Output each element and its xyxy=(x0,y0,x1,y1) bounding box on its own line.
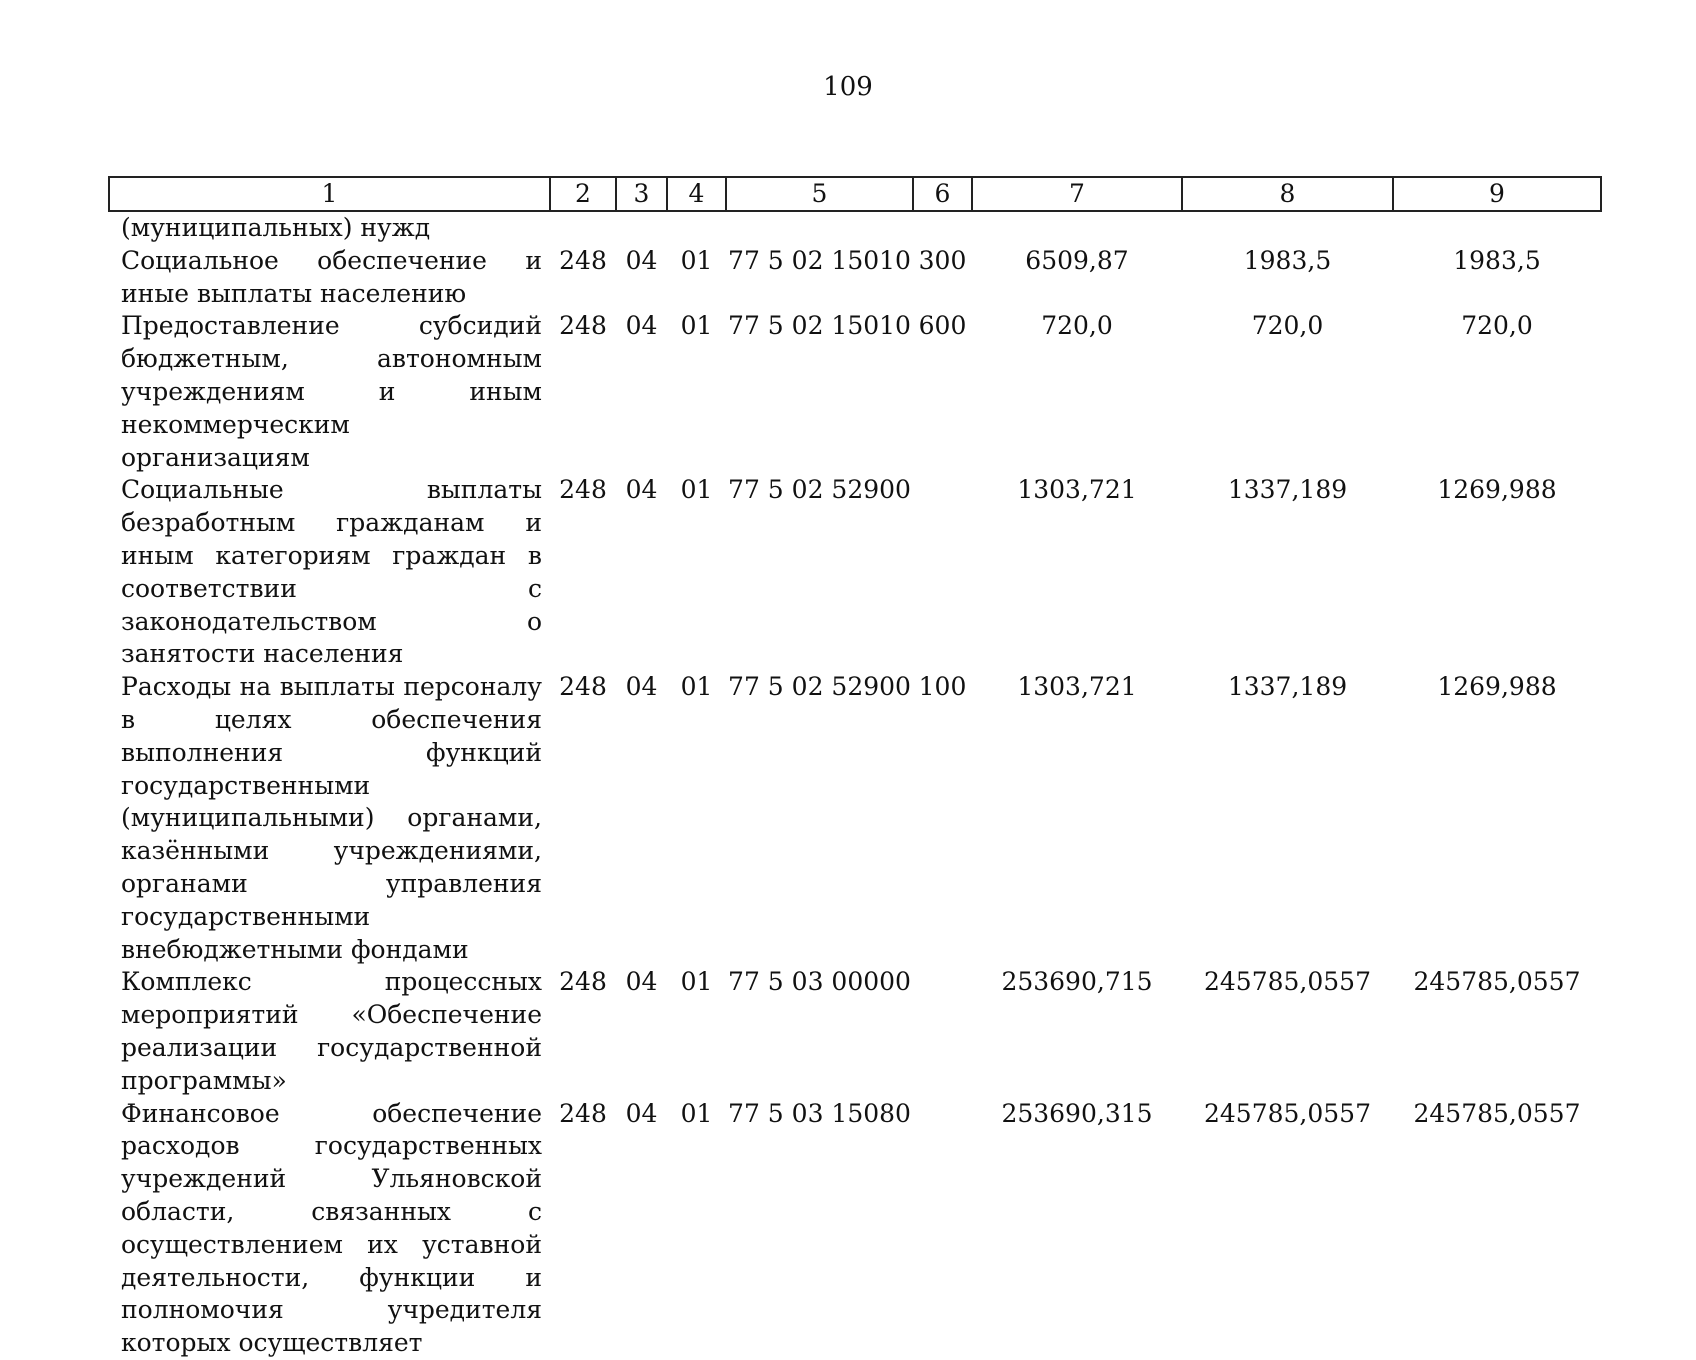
cell-section: 04 xyxy=(625,475,658,505)
cell-amount-8: 720,0 xyxy=(1251,311,1324,341)
cell-amount-7: 6509,87 xyxy=(1025,245,1129,275)
column-header-2: 2 xyxy=(550,177,616,211)
cell-section: 04 xyxy=(625,1098,658,1128)
cell-admin-code: 248 xyxy=(559,475,607,505)
cell-admin-code xyxy=(550,211,616,245)
cell-subsection: 01 xyxy=(680,311,713,341)
cell-amount-8: 1337,189 xyxy=(1227,475,1348,505)
table-row xyxy=(109,211,1601,245)
cell-amount-8: 245785,0557 xyxy=(1203,967,1371,997)
column-header-5: 5 xyxy=(726,177,913,211)
cell-admin-code: 248 xyxy=(559,1098,607,1128)
column-header-4: 4 xyxy=(667,177,726,211)
table-row xyxy=(109,966,1601,1097)
column-header-9: 9 xyxy=(1393,177,1601,211)
column-header-7: 7 xyxy=(972,177,1182,211)
cell-admin-code: 248 xyxy=(559,311,607,341)
cell-section: 04 xyxy=(625,967,658,997)
cell-amount-9: 1983,5 xyxy=(1453,245,1541,275)
cell-amount-9: 1269,988 xyxy=(1437,475,1557,505)
cell-admin-code: 248 xyxy=(559,672,607,702)
cell-amount-7: 253690,315 xyxy=(1001,1098,1153,1128)
row-name: Социальное обеспечение и иные выплаты населению xyxy=(121,245,542,308)
column-header-8: 8 xyxy=(1182,177,1393,211)
cell-amount-8: 1337,189 xyxy=(1227,672,1348,702)
cell-amount-7 xyxy=(972,211,1182,245)
table-header xyxy=(109,177,1601,211)
cell-admin-code: 248 xyxy=(559,245,607,275)
cell-amount-7: 253690,715 xyxy=(1001,967,1153,997)
cell-amount-9 xyxy=(1393,211,1601,245)
cell-section xyxy=(616,211,667,245)
column-header-6: 6 xyxy=(913,177,972,211)
cell-subsection: 01 xyxy=(680,475,713,505)
cell-target-article: 77 5 02 52900 xyxy=(728,475,911,505)
page-number: 109 xyxy=(823,72,873,102)
cell-amount-8 xyxy=(1182,211,1393,245)
cell-amount-8: 1983,5 xyxy=(1243,245,1332,275)
table-row xyxy=(109,474,1601,671)
cell-target-article: 77 5 02 15010 xyxy=(728,245,911,275)
cell-subsection: 01 xyxy=(680,967,713,997)
row-name: Предоставление субсидий бюджетным, автономным учреждениям и иным некоммерческим организациям xyxy=(121,311,542,472)
cell-amount-9: 245785,0557 xyxy=(1413,967,1581,997)
cell-expense-type: 300 xyxy=(918,245,967,275)
cell-expense-type xyxy=(913,1098,972,1360)
cell-section: 04 xyxy=(625,672,658,702)
table-row xyxy=(109,1098,1601,1360)
cell-amount-8: 245785,0557 xyxy=(1203,1098,1371,1128)
budget-table xyxy=(108,176,1602,1360)
cell-target-article: 77 5 02 15010 xyxy=(728,311,911,341)
cell-admin-code: 248 xyxy=(559,967,607,997)
cell-subsection xyxy=(667,211,726,245)
table-row xyxy=(109,671,1601,966)
cell-expense-type: 100 xyxy=(918,672,967,702)
table-body xyxy=(109,211,1601,1360)
cell-expense-type: 600 xyxy=(918,311,967,341)
cell-subsection: 01 xyxy=(680,245,713,275)
header-row xyxy=(109,177,1601,211)
cell-section: 04 xyxy=(625,311,658,341)
cell-target-article: 77 5 03 15080 xyxy=(728,1098,911,1128)
cell-expense-type xyxy=(913,211,972,245)
cell-expense-type xyxy=(913,966,972,1097)
column-header-1: 1 xyxy=(109,177,550,211)
cell-target-article xyxy=(726,211,913,245)
cell-amount-9: 720,0 xyxy=(1461,311,1533,341)
cell-target-article: 77 5 02 52900 xyxy=(728,672,911,702)
cell-amount-7: 720,0 xyxy=(1041,311,1113,341)
cell-expense-type xyxy=(913,474,972,671)
cell-target-article: 77 5 03 00000 xyxy=(728,967,911,997)
column-header-3: 3 xyxy=(616,177,667,211)
row-name: Финансовое обеспечение расходов государственных учреждений Ульяновской области, связанных с осуществлением их уставной деятельности, функции и полномочия учредителя которых осуществляет xyxy=(121,1098,542,1358)
cell-amount-9: 1269,988 xyxy=(1437,672,1557,702)
row-name: (муниципальных) нужд xyxy=(121,213,431,242)
table-row xyxy=(109,310,1601,474)
cell-amount-7: 1303,721 xyxy=(1017,475,1137,505)
cell-subsection: 01 xyxy=(680,1098,713,1128)
row-name: Социальные выплаты безработным гражданам и иным категориям граждан в соответствии с законодательством о занятости населения xyxy=(121,475,542,669)
table-row xyxy=(109,245,1601,311)
cell-amount-7: 1303,721 xyxy=(1017,672,1137,702)
cell-subsection: 01 xyxy=(680,672,713,702)
cell-section: 04 xyxy=(625,245,658,275)
cell-amount-9: 245785,0557 xyxy=(1413,1098,1581,1128)
row-name: Комплекс процессных мероприятий «Обеспечение реализации государственной программы» xyxy=(121,967,542,1095)
row-name: Расходы на выплаты персоналу в целях обеспечения выполнения функций государственными (муниципальными) органами, казёнными учреждениями, органами управления государственными внебюджетными фондами xyxy=(121,672,542,964)
